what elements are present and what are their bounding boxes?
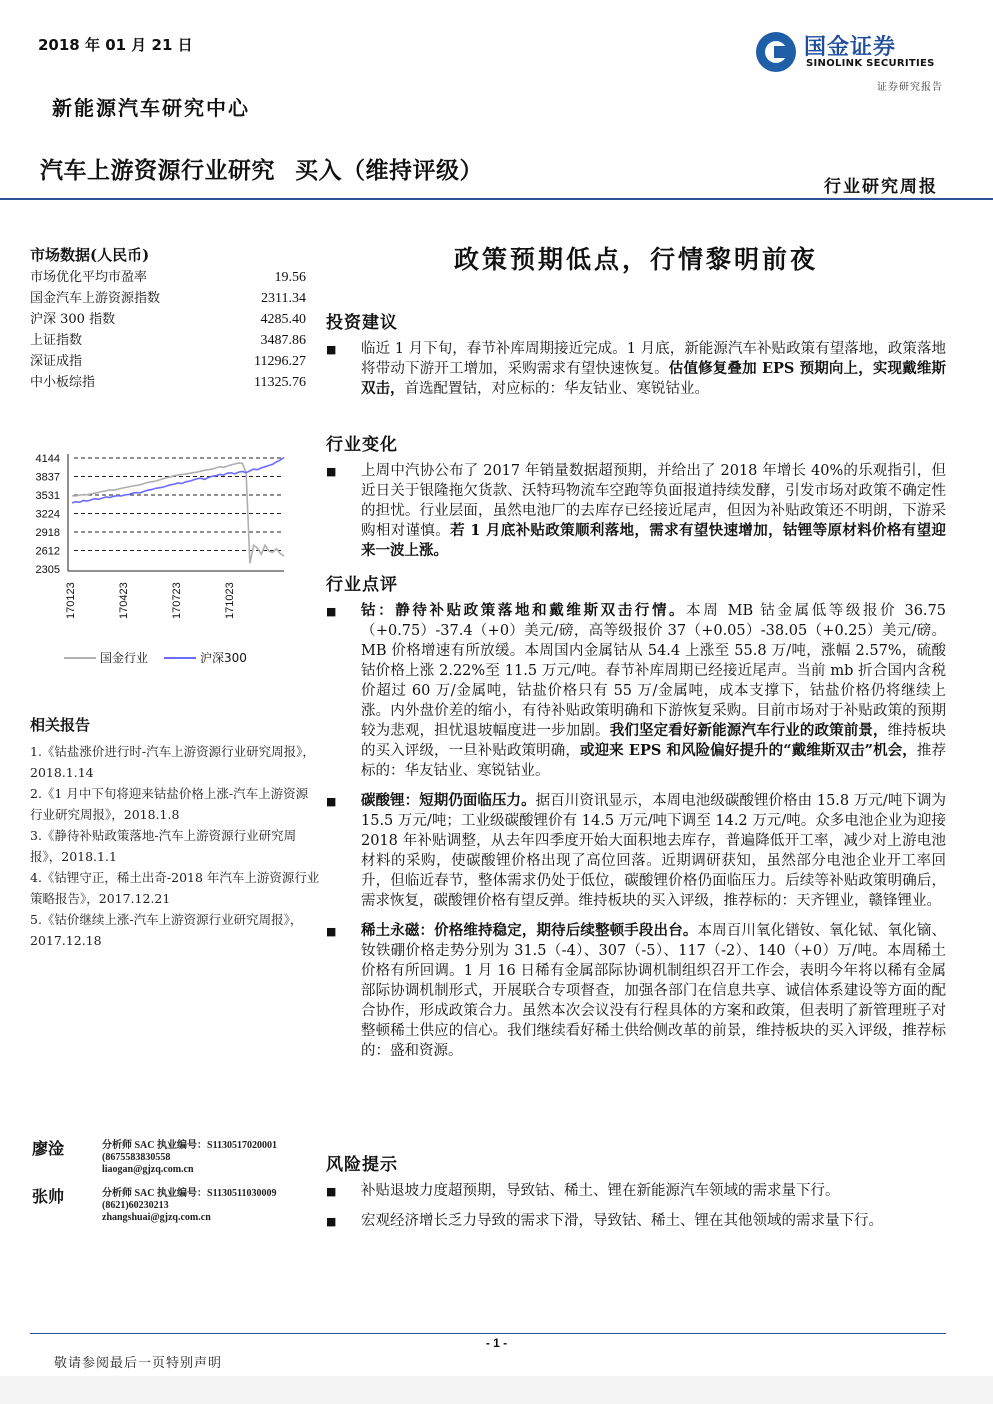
y-tick-label: 3837 [35, 471, 60, 484]
x-tick-label: 170123 [65, 582, 77, 619]
paragraph-text: 本周百川氧化镨钕、氧化铽、氧化镝、钕铁硼价格走势分别为 31.5（-4）、307（-5）、117（-2）、140（+0）万/吨。本周稀土价格有所回调。1 月 16 日稀有金属部际协调机制组织召开工作会，表明今年将以稀有金属部际协调机制形式，开展联合专项督查，加强各部门在信息共享、诚信体系建设等方面的配合协作，形成政策合力。虽然本次会议没有行程具体的方案和政策，但表明了新管理班子对整顿稀土供应的信心。我们继续看好稀土供给侧改革的前景，维持板块的买入评级，推荐标的：盛和资源。 [361, 923, 947, 1059]
square-bullet-icon: ■ [326, 925, 337, 938]
market-row [30, 351, 310, 372]
market-row [30, 330, 310, 351]
bullet-text [361, 601, 946, 781]
analyst-sac-id: 分析师 SAC 执业编号：S1130511030009 [102, 1188, 277, 1199]
report-headline [40, 152, 483, 185]
legend-label: 沪深300 [200, 651, 247, 665]
legend-item [164, 649, 247, 666]
logo-mark-icon [756, 32, 796, 72]
square-bullet-icon: ■ [326, 1185, 337, 1198]
market-value: 11296.27 [254, 354, 306, 369]
legend-swatch [164, 657, 196, 659]
square-bullet-icon: ■ [326, 465, 337, 478]
page-number: - 1 - [485, 1336, 508, 1350]
paragraph-text: 临近 1 月下旬，春节补库周期接近完成。1 月底，新能源汽车补贴政策有望落地，政策落地将带动下游开工增加，采购需求有望快速恢复。 [361, 341, 946, 377]
market-row [30, 309, 310, 330]
analyst-name: 廖淦 [32, 1139, 65, 1158]
analyst-info [102, 1184, 276, 1224]
bullet-text [361, 921, 946, 1061]
rating-label: 买入（维持评级） [295, 158, 483, 184]
market-label: 深证成指 [30, 354, 83, 369]
market-value: 3487.86 [260, 333, 306, 348]
y-tick-label: 2612 [35, 545, 60, 558]
section-heading: 行业点评 [326, 575, 398, 595]
emphasis-text: 估值修复叠加 EPS 预期向上，实现戴维斯双击， [361, 360, 946, 397]
logo-text-en: SINOLINK SECURITIES [806, 58, 935, 69]
analyst-info [102, 1136, 277, 1176]
paragraph-text: 推荐标的：华友钴业、寒锐钴业。 [361, 743, 947, 779]
analyst-phone: (8621)60230213 [102, 1200, 169, 1211]
emphasis-text: 或迎来 EPS 和风险偏好提升的“戴维斯双击”机会， [579, 742, 917, 759]
bullet-text: 补贴退坡力度超预期，导致钴、稀土、锂在新能源汽车领域的需求量下行。 [361, 1183, 840, 1199]
emphasis-text: 稀土永磁：价格维持稳定，期待后续整顿手段出台。 [361, 922, 698, 939]
section-heading: 风险提示 [326, 1155, 398, 1175]
legend-label: 国金行业 [100, 651, 149, 665]
header-divider [0, 198, 993, 200]
bullet-item [326, 921, 946, 1061]
legend-swatch [64, 657, 96, 659]
y-tick-label: 2918 [35, 527, 60, 539]
market-label: 市场优化平均市盈率 [30, 270, 148, 285]
risk-section [326, 1150, 946, 1241]
paragraph-text: 上周中汽协公布了 2017 年销量数据超预期，并给出了 2018 年增长 40%的乐观指引，但近日关于银隆拖欠货款、沃特玛物流车空跑等负面报道持续发酵，引发市场对政策不确定性的担忧。行业层面，虽然电池厂的去库存已经接近尾声，但因为补贴政策还不明朗，下游采购相对谨慎。 [361, 463, 946, 539]
market-value: 4285.40 [260, 312, 306, 327]
related-report-item: 4.《钴锂守正，稀土出奇-2018 年汽车上游资源行业策略报告》，2017.12.21 [30, 870, 320, 906]
market-row [30, 288, 310, 309]
series-line [72, 458, 284, 503]
market-row [30, 267, 310, 288]
bullet-item [326, 1211, 946, 1231]
square-bullet-icon: ■ [326, 1215, 337, 1228]
paragraph-text: 本周 MB 钴金属低等级报价 36.75（+0.75）-37.4（+0）美元/磅，高等级报价 37（+0.05）-38.05（+0.25）美元/磅。MB 价格增速有所放缓。本周国内金属钴从 54.4 上涨至 55.8 万/吨，涨幅 2.57%，硫酸钴价格上涨 2.22%至 11.5 万元/吨。春节补库周期已经接近尾声。当前 mb 折合国内含税价超过 60 万/金属吨，钴盐价格只有 55 万/金属吨，成本支撑下，钴盐价格仍将继续上涨。内外盘价差的缩小，有待补贴政策明确和下游恢复采购。目前市场对于补贴政策的预期较为悲观，担忧退坡幅度进一步加剧。 [361, 603, 946, 739]
square-bullet-icon: ■ [326, 795, 337, 808]
analyst-email: zhangshuai@gjzq.com.cn [102, 1212, 211, 1223]
analyst-phone: (8675583830558 [102, 1152, 171, 1163]
industry-review-section [326, 570, 946, 1071]
market-value: 11325.76 [254, 375, 306, 390]
market-label: 沪深 300 指数 [30, 312, 116, 327]
emphasis-text: 我们坚定看好新能源汽车行业的政策前景， [609, 722, 888, 739]
analyst-email: liaogan@gjzq.com.cn [102, 1164, 194, 1175]
market-label: 中小板综指 [30, 375, 96, 390]
related-reports [30, 714, 320, 951]
market-data-table [30, 267, 310, 393]
analyst-card [32, 1136, 322, 1176]
industry-name: 汽车上游资源行业研究 [40, 158, 275, 184]
x-tick-label: 170423 [118, 582, 130, 619]
square-bullet-icon: ■ [326, 343, 337, 356]
footer-divider [30, 1333, 946, 1334]
industry-change-section [326, 430, 946, 571]
company-logo [756, 30, 946, 74]
related-report-item: 2.《1 月中下旬将迎来钴盐价格上涨-汽车上游资源行业研究周报》，2018.1.8 [30, 786, 309, 822]
paragraph-text: 维持板块的买入评级，一旦补贴政策明确， [361, 723, 947, 759]
bullet-item [326, 461, 946, 561]
legend-item [64, 649, 148, 666]
market-value: 19.56 [274, 270, 306, 285]
market-data-panel [30, 244, 310, 393]
logo-subtitle: 证券研究报告 [877, 82, 943, 93]
bullet-text: 宏观经济增长乏力导致的需求下滑，导致钴、稀土、锂在其他领域的需求量下行。 [361, 1213, 883, 1229]
market-row [30, 372, 310, 393]
analyst-card [32, 1184, 322, 1224]
x-tick-label: 171023 [224, 582, 236, 619]
index-line-chart [28, 444, 298, 624]
market-label: 上证指数 [30, 333, 83, 348]
emphasis-text: 碳酸锂：短期仍面临压力。 [361, 792, 536, 809]
market-data-title: 市场数据(人民币) [30, 246, 150, 264]
y-tick-label: 3531 [35, 490, 60, 502]
section-heading: 行业变化 [326, 435, 398, 455]
investment-advice-section [326, 308, 946, 409]
related-report-item: 1.《钴盐涨价进行时-汽车上游资源行业研究周报》，2018.1.14 [30, 744, 315, 780]
paragraph-text: 首选配置钴，对应标的：华友钴业、寒锐钴业。 [404, 381, 709, 397]
report-type-label: 行业研究周报 [824, 177, 938, 197]
bullet-item [326, 791, 946, 911]
paragraph-text: 据百川资讯显示，本周电池级碳酸锂价格由 15.8 万元/吨下调为 15.5 万元/吨；工业级碳酸锂价有 14.5 万元/吨下调至 14.2 万元/吨。众多电池企业为迎接 2018 年补贴调整，从去年四季度开始大面积地去库存，普遍降低开工率，减少对上游电池材料的采购，使碳酸锂价格出现了高位回落。近期调研获知，虽然部分电池企业开工率回升，但临近春节，整体需求仍处于低位，碳酸锂价格仍面临压力。后续等补贴政策明确后，需求恢复，碳酸锂价格有望反弹。维持板块的买入评级，推荐标的：天齐锂业，赣锋锂业。 [361, 793, 947, 909]
chart-legend [64, 649, 247, 666]
bullet-item [326, 1181, 946, 1201]
emphasis-text: 若 1 月底补贴政策顺利落地，需求有望快速增加，钴锂等原材料价格有望迎来一波上涨。 [361, 522, 946, 559]
report-date: 2018 年 01 月 21 日 [38, 36, 193, 54]
bullet-item [326, 339, 946, 399]
section-heading: 投资建议 [326, 313, 398, 333]
bullet-item [326, 601, 946, 781]
y-tick-label: 3224 [35, 508, 60, 521]
square-bullet-icon: ■ [326, 605, 337, 618]
research-center-name: 新能源汽车研究中心 [52, 96, 250, 120]
emphasis-text: 钴：静待补贴政策落地和戴维斯双击行情。 [361, 602, 687, 619]
bullet-text [361, 791, 946, 911]
logo-text-cn: 国金证券 [804, 35, 897, 60]
y-tick-label: 4144 [35, 453, 60, 465]
market-value: 2311.34 [261, 291, 306, 306]
analyst-name: 张帅 [32, 1187, 65, 1206]
related-report-item: 5.《钴价继续上涨-汽车上游资源行业研究周报》，2017.12.18 [30, 912, 303, 948]
market-label: 国金汽车上游资源指数 [30, 291, 161, 306]
bullet-text [361, 461, 946, 561]
bullet-text [361, 339, 946, 399]
main-title: 政策预期低点，行情黎明前夜 [453, 245, 818, 274]
related-reports-title: 相关报告 [30, 716, 91, 734]
disclaimer-note: 敬请参阅最后一页特别声明 [54, 1356, 223, 1371]
analyst-sac-id: 分析师 SAC 执业编号：S1130517020001 [102, 1140, 278, 1151]
related-report-item: 3.《静待补贴政策落地-汽车上游资源行业研究周报》，2018.1.1 [30, 828, 297, 864]
y-tick-label: 2305 [35, 564, 60, 576]
x-tick-label: 170723 [171, 582, 183, 619]
